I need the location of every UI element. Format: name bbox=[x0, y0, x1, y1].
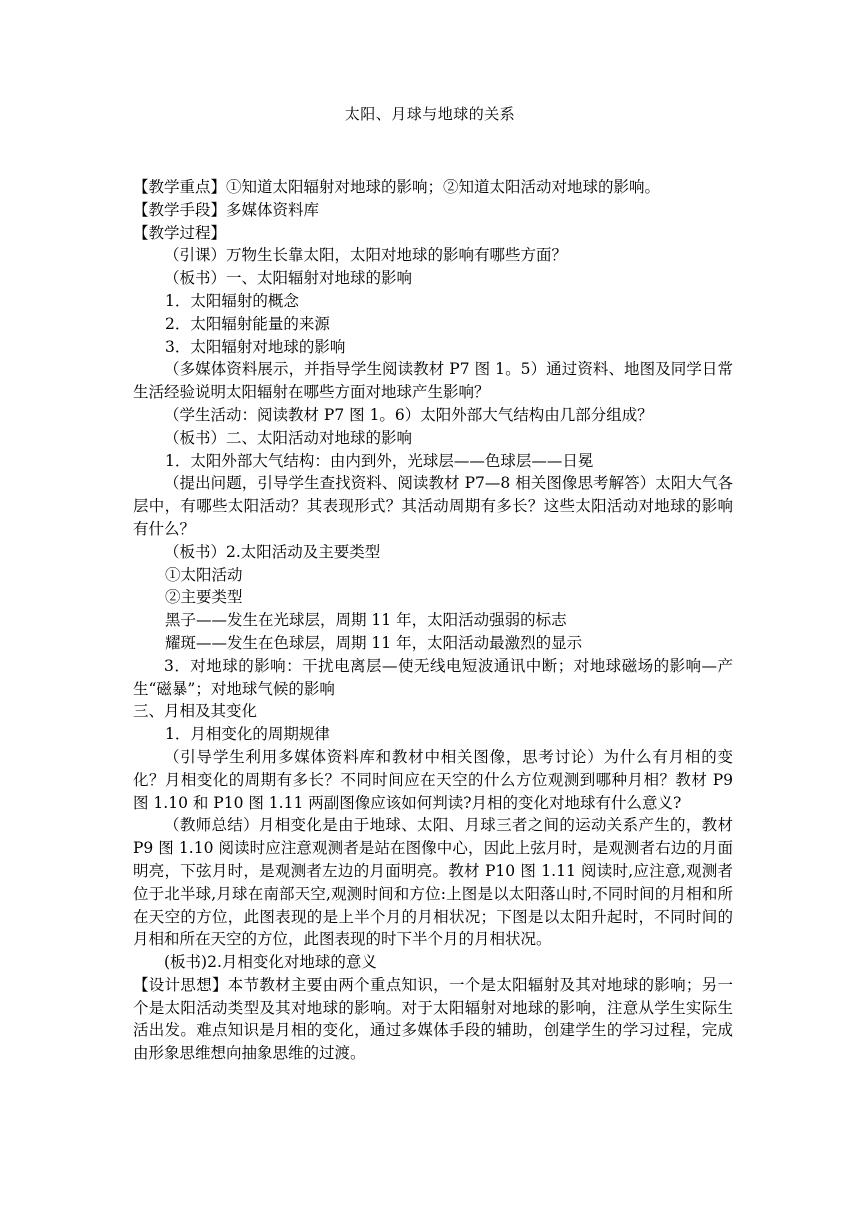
document-body bbox=[133, 176, 733, 1065]
paragraph-teacher-summary: （教师总结）月相变化是由于地球、太阳、月球三者之间的运动关系产生的，教材 P9 图 1.10 阅读时应注意观测者是站在图像中心，因此上弦月时，是观测者右边的月面明亮，下弦月时，是观测者左边的月面明亮。教材 P10 图 1.11 阅读时,应注意,观测者位于北半球,月球在南部天空,观测时间和方位:上图是以太阳落山时,不同时间的月相和所在天空的方位，此图表现的是上半个月的月相状况；下图是以太阳升起时，不同时间的月相和所在天空的方位，此图表现的时下半个月的月相状况。 bbox=[133, 816, 733, 949]
section-heading-moon-phases: 三、月相及其变化 bbox=[133, 702, 258, 721]
list-item-atmosphere-structure: 1．太阳外部大气结构：由内到外，光球层——色球层——日冕 bbox=[165, 451, 594, 470]
list-item-moon-phase-cycle: 1．月相变化的周期规律 bbox=[165, 725, 330, 744]
paragraph-question: （提出问题，引导学生查找资料、阅读教材 P7—8 相关图像思考解答）太阳大气各层中，有哪些太阳活动？其表现形式？其活动周期有多长？这些太阳活动对地球的影响有什么？ bbox=[133, 474, 733, 538]
paragraph-design-idea: 【设计思想】本节教材主要由两个重点知识，一个是太阳辐射及其对地球的影响；另一个是太阳活动类型及其对地球的影响。对于太阳辐射对地球的影响，注意从学生实际生活出发。难点知识是月相的变化，通过多媒体手段的辅助，创建学生的学习过程，完成由形象思维想向抽象思维的过渡。 bbox=[133, 975, 733, 1063]
paragraph-teaching-means: 【教学手段】多媒体资料库 bbox=[133, 200, 320, 219]
paragraph-teaching-focus: 【教学重点】①知道太阳辐射对地球的影响；②知道太阳活动对地球的影响。 bbox=[133, 178, 661, 196]
paragraph-intro: （引课）万物生长靠太阳，太阳对地球的影响有哪些方面？ bbox=[164, 246, 568, 265]
paragraph-teaching-process-heading: 【教学过程】 bbox=[133, 223, 227, 242]
list-item-main-types: ②主要类型 bbox=[165, 588, 243, 607]
paragraph-board-1: （板书）一、太阳辐射对地球的影响 bbox=[164, 269, 413, 288]
paragraph-board-2: （板书）二、太阳活动对地球的影响 bbox=[164, 428, 413, 447]
paragraph-student-activity: （学生活动：阅读教材 P7 图 1。6）太阳外部大气结构由几部分组成？ bbox=[164, 405, 653, 424]
list-item-solar-activity: ①太阳活动 bbox=[165, 565, 243, 584]
list-item-flares: 耀斑——发生在色球层，周期 11 年，太阳活动最激烈的显示 bbox=[165, 633, 583, 652]
list-item-radiation-source: 2．太阳辐射能量的来源 bbox=[165, 314, 330, 333]
list-item-radiation-concept: 1．太阳辐射的概念 bbox=[165, 291, 299, 310]
paragraph-board-moon-meaning: (板书)2.月相变化对地球的意义 bbox=[164, 953, 377, 972]
document-title: 太阳、月球与地球的关系 bbox=[344, 105, 516, 123]
paragraph-effects-on-earth: 3．对地球的影响：干扰电离层—使无线电短波通讯中断；对地球磁场的影响—产生“磁暴”；对地球气候的影响 bbox=[133, 656, 733, 698]
list-item-radiation-effect: 3．太阳辐射对地球的影响 bbox=[165, 337, 346, 356]
paragraph-board-solar-activity: （板书）2.太阳活动及主要类型 bbox=[164, 542, 381, 561]
paragraph-multimedia-display: （多媒体资料展示，并指导学生阅读教材 P7 图 1。5）通过资料、地图及同学日常生活经验说明太阳辐射在哪些方面对地球产生影响？ bbox=[133, 360, 733, 402]
paragraph-moon-discussion: （引导学生利用多媒体资料库和教材中相关图像，思考讨论）为什么有月相的变化？月相变化的周期有多长？不同时间应在天空的什么方位观测到哪种月相？教材 P9 图 1.10 和 P10 图 1.11 两副图像应该如何判读?月相的变化对地球有什么意义? bbox=[133, 747, 733, 812]
list-item-sunspots: 黑子——发生在光球层，周期 11 年，太阳活动强弱的标志 bbox=[165, 611, 567, 630]
